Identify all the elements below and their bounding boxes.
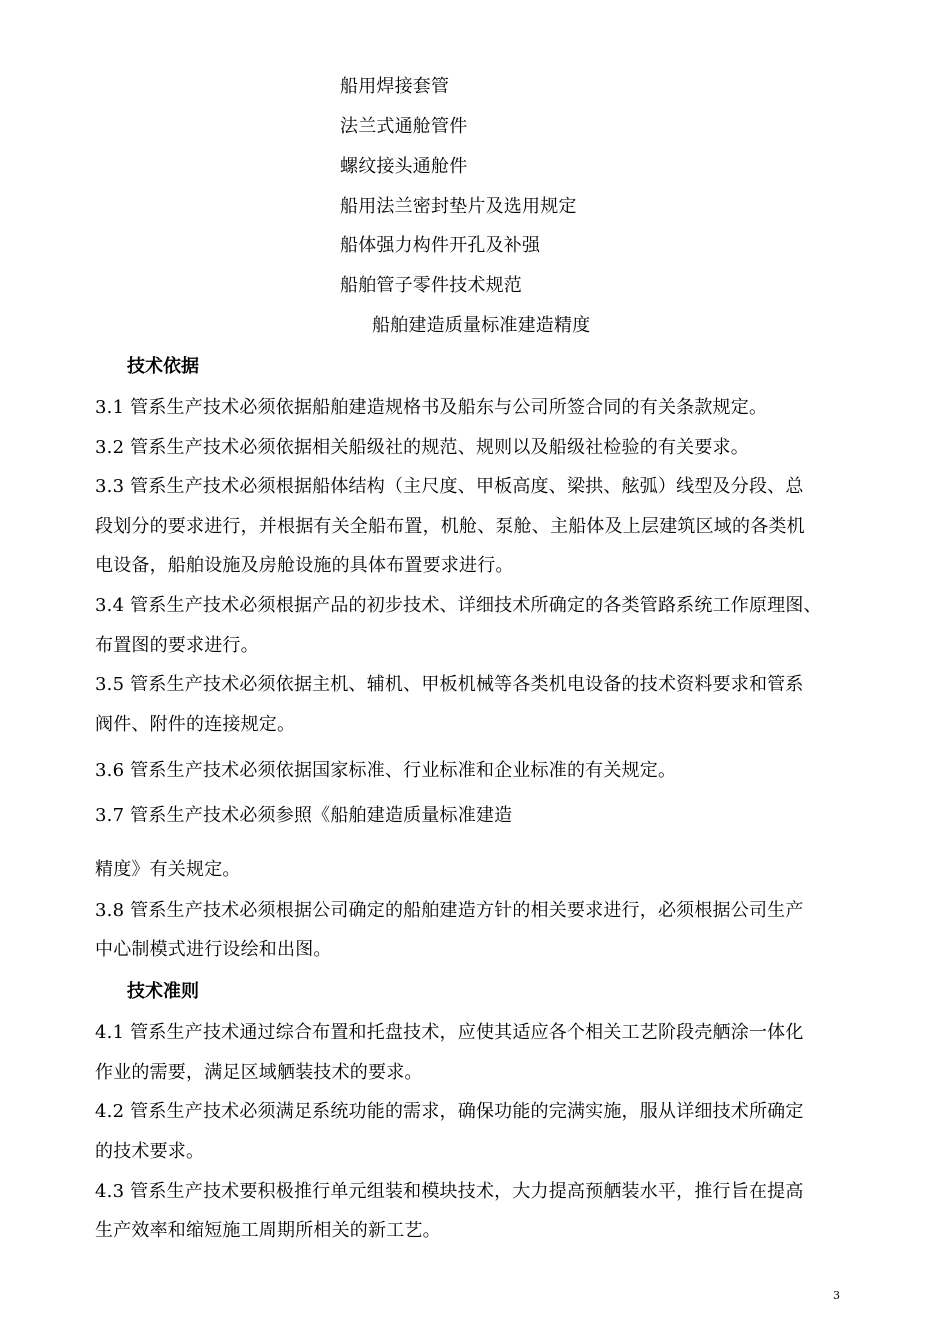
- paragraph-line: 4.2 管系生产技术必须满足系统功能的需求，确保功能的完满实施，服从详细技术所确定: [95, 1101, 804, 1122]
- paragraph-line: 3.5 管系生产技术必须依据主机、辅机、甲板机械等各类机电设备的技术资料要求和管系: [95, 674, 804, 695]
- paragraph-line: 3.8 管系生产技术必须根据公司确定的船舶建造方针的相关要求进行，必须根据公司生产: [95, 900, 804, 921]
- paragraph-line: 电设备，船舶设施及房舱设施的具体布置要求进行。: [95, 555, 514, 576]
- paragraph-line: 4.1 管系生产技术通过综合布置和托盘技术，应使其适应各个相关工艺阶段壳舾涂一体化: [95, 1022, 804, 1043]
- paragraph-line: 作业的需要，满足区域舾装技术的要求。: [95, 1062, 423, 1083]
- paragraph-line: 3.6 管系生产技术必须依据国家标准、行业标准和企业标准的有关规定。: [95, 760, 677, 781]
- paragraph-line: 3.7 管系生产技术必须参照《船舶建造质量标准建造: [95, 805, 513, 826]
- paragraph-line: 4.3 管系生产技术要积极推行单元组装和模块技术，大力提高预舾装水平，推行旨在提高: [95, 1181, 804, 1202]
- section-heading-basis: 技术依据: [127, 356, 199, 377]
- reference-item: 船体强力构件开孔及补强: [340, 235, 541, 256]
- paragraph-line: 中心制模式进行设绘和出图。: [95, 939, 332, 960]
- paragraph-line: 精度》有关规定。: [95, 859, 241, 880]
- reference-item: 法兰式通舱管件: [340, 116, 468, 137]
- reference-item: 船用焊接套管: [340, 76, 450, 97]
- paragraph-line: 段划分的要求进行，并根据有关全船布置，机舱、泵舱、主船体及上层建筑区域的各类机: [95, 516, 805, 537]
- paragraph-line: 3.2 管系生产技术必须依据相关船级社的规范、规则以及船级社检验的有关要求。: [95, 437, 749, 458]
- section-heading-principles: 技术准则: [127, 981, 199, 1002]
- paragraph-line: 的技术要求。: [95, 1141, 205, 1162]
- paragraph-line: 3.3 管系生产技术必须根据船体结构（主尺度、甲板高度、梁拱、舷弧）线型及分段、总: [95, 476, 804, 497]
- paragraph-line: 阀件、附件的连接规定。: [95, 714, 296, 735]
- paragraph-line: 3.4 管系生产技术必须根据产品的初步技术、详细技术所确定的各类管路系统工作原理图、: [95, 595, 822, 616]
- paragraph-line: 生产效率和缩短施工周期所相关的新工艺。: [95, 1220, 441, 1241]
- reference-item: 船舶管子零件技术规范: [340, 275, 522, 296]
- reference-item: 螺纹接头通舱件: [340, 156, 468, 177]
- page-number: 3: [833, 1289, 840, 1302]
- reference-item: 船用法兰密封垫片及选用规定: [340, 196, 577, 217]
- paragraph-line: 布置图的要求进行。: [95, 635, 259, 656]
- reference-item: 船舶建造质量标准建造精度: [372, 315, 591, 336]
- paragraph-line: 3.1 管系生产技术必须依据船舶建造规格书及船东与公司所签合同的有关条款规定。: [95, 397, 768, 418]
